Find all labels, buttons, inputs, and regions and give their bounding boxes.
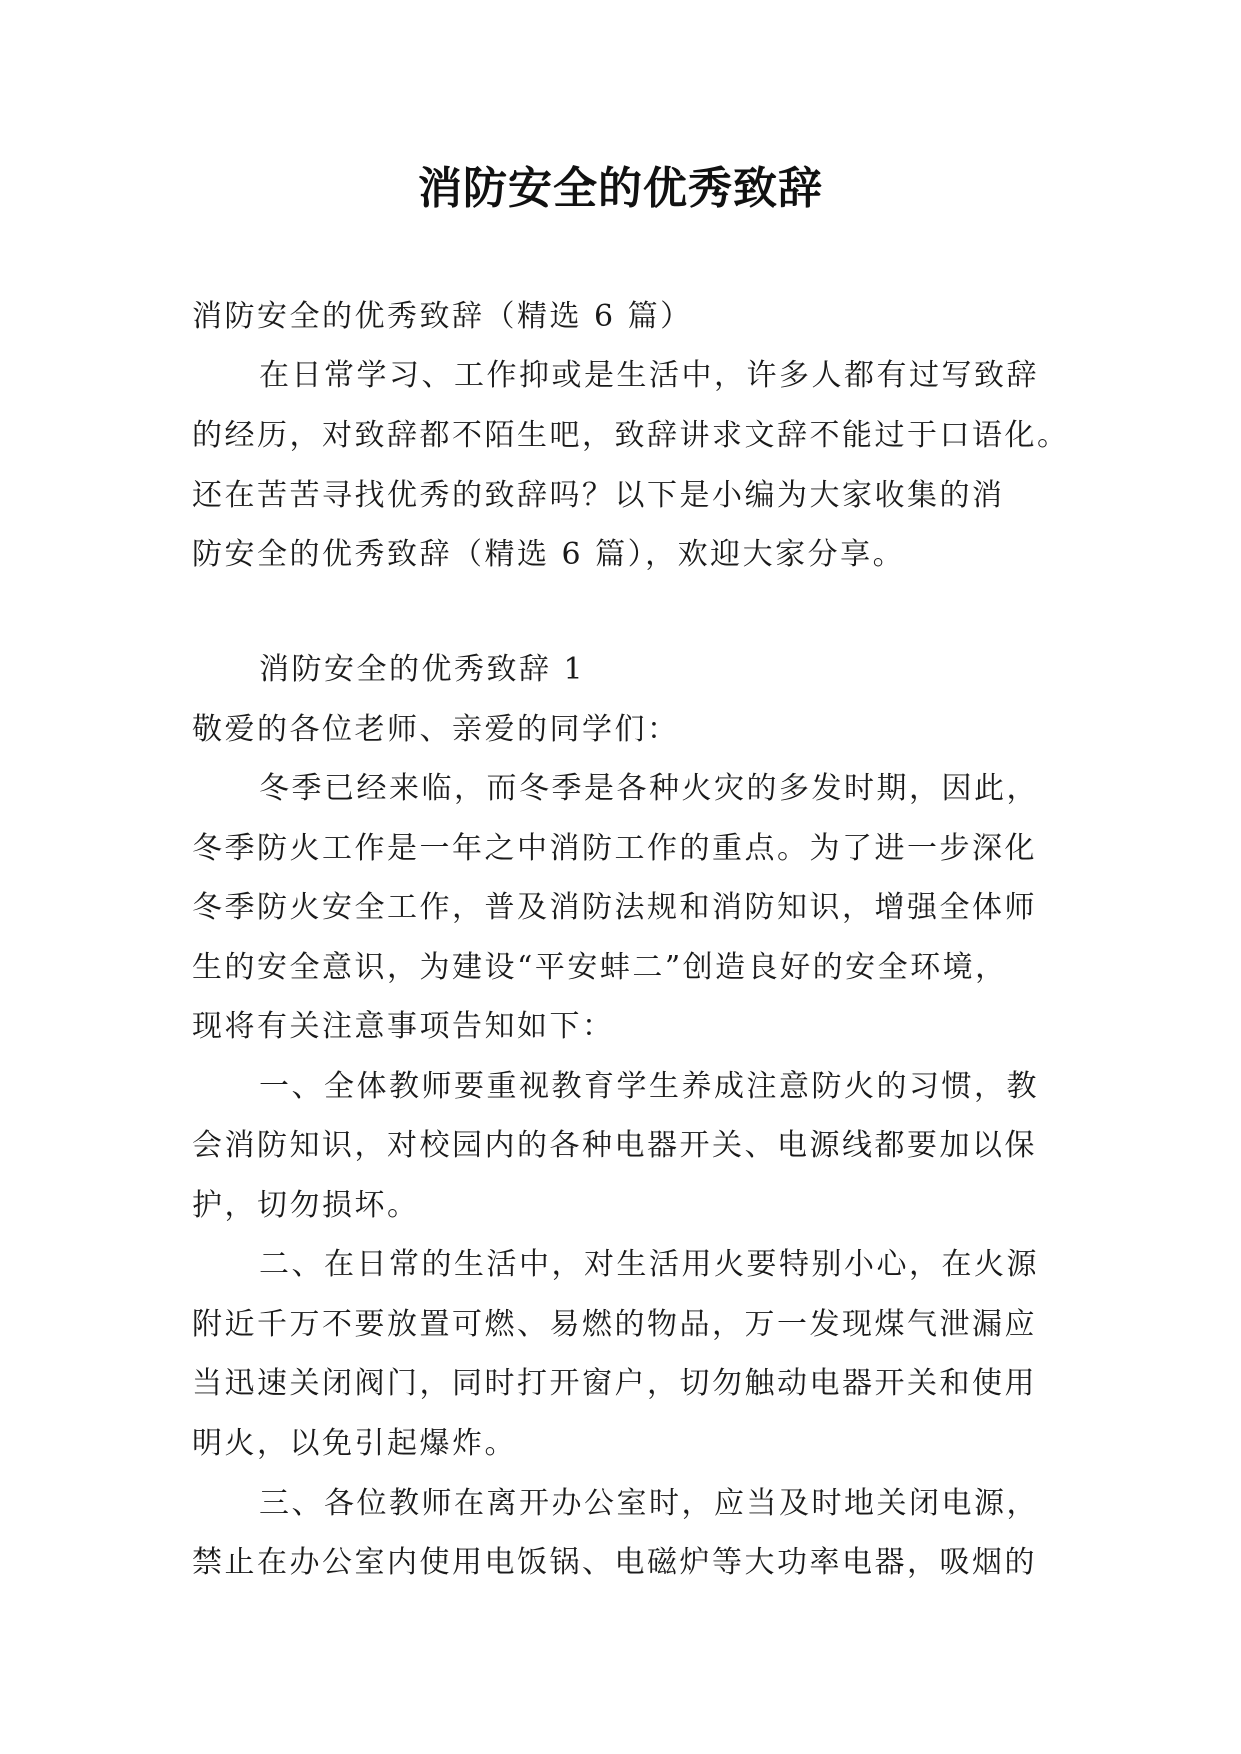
salutation-line: 敬爱的各位老师、亲爱的同学们： [192, 712, 680, 747]
intro-line-1: 在日常学习、工作抑或是生活中，许多人都有过写致辞 [259, 358, 1039, 393]
subtitle-line: 消防安全的优秀致辞（精选 6 篇） [192, 299, 693, 334]
item1-line-1: 一、全体教师要重视教育学生养成注意防火的习惯，教 [259, 1069, 1039, 1104]
body-line-2: 冬季防火工作是一年之中消防工作的重点。为了进一步深化 [192, 831, 1037, 866]
item2-line-1: 二、在日常的生活中，对生活用火要特别小心，在火源 [259, 1247, 1039, 1282]
item2-line-3: 当迅速关闭阀门，同时打开窗户，切勿触动电器开关和使用 [192, 1366, 1037, 1401]
section-heading: 消防安全的优秀致辞 1 [259, 652, 586, 687]
intro-line-2: 的经历，对致辞都不陌生吧，致辞讲求文辞不能过于口语化。 [192, 418, 1070, 453]
document-title: 消防安全的优秀致辞 [418, 163, 823, 214]
body-line-4: 生的安全意识，为建设“平安蚌二”创造良好的安全环境， [192, 950, 1008, 985]
body-line-3: 冬季防火安全工作，普及消防法规和消防知识，增强全体师 [192, 890, 1037, 925]
body-line-5: 现将有关注意事项告知如下： [192, 1009, 615, 1044]
item1-line-3: 护，切勿损坏。 [192, 1188, 420, 1223]
item1-line-2: 会消防知识，对校园内的各种电器开关、电源线都要加以保 [192, 1128, 1037, 1163]
intro-line-4: 防安全的优秀致辞（精选 6 篇），欢迎大家分享。 [192, 537, 906, 572]
item3-line-1: 三、各位教师在离开办公室时，应当及时地关闭电源， [259, 1486, 1039, 1521]
item2-line-4: 明火，以免引起爆炸。 [192, 1426, 517, 1461]
body-line-1: 冬季已经来临，而冬季是各种火灾的多发时期，因此， [259, 771, 1039, 806]
item2-line-2: 附近千万不要放置可燃、易燃的物品，万一发现煤气泄漏应 [192, 1307, 1037, 1342]
intro-line-3: 还在苦苦寻找优秀的致辞吗？以下是小编为大家收集的消 [192, 478, 1005, 513]
item3-line-2: 禁止在办公室内使用电饭锅、电磁炉等大功率电器，吸烟的 [192, 1545, 1037, 1580]
